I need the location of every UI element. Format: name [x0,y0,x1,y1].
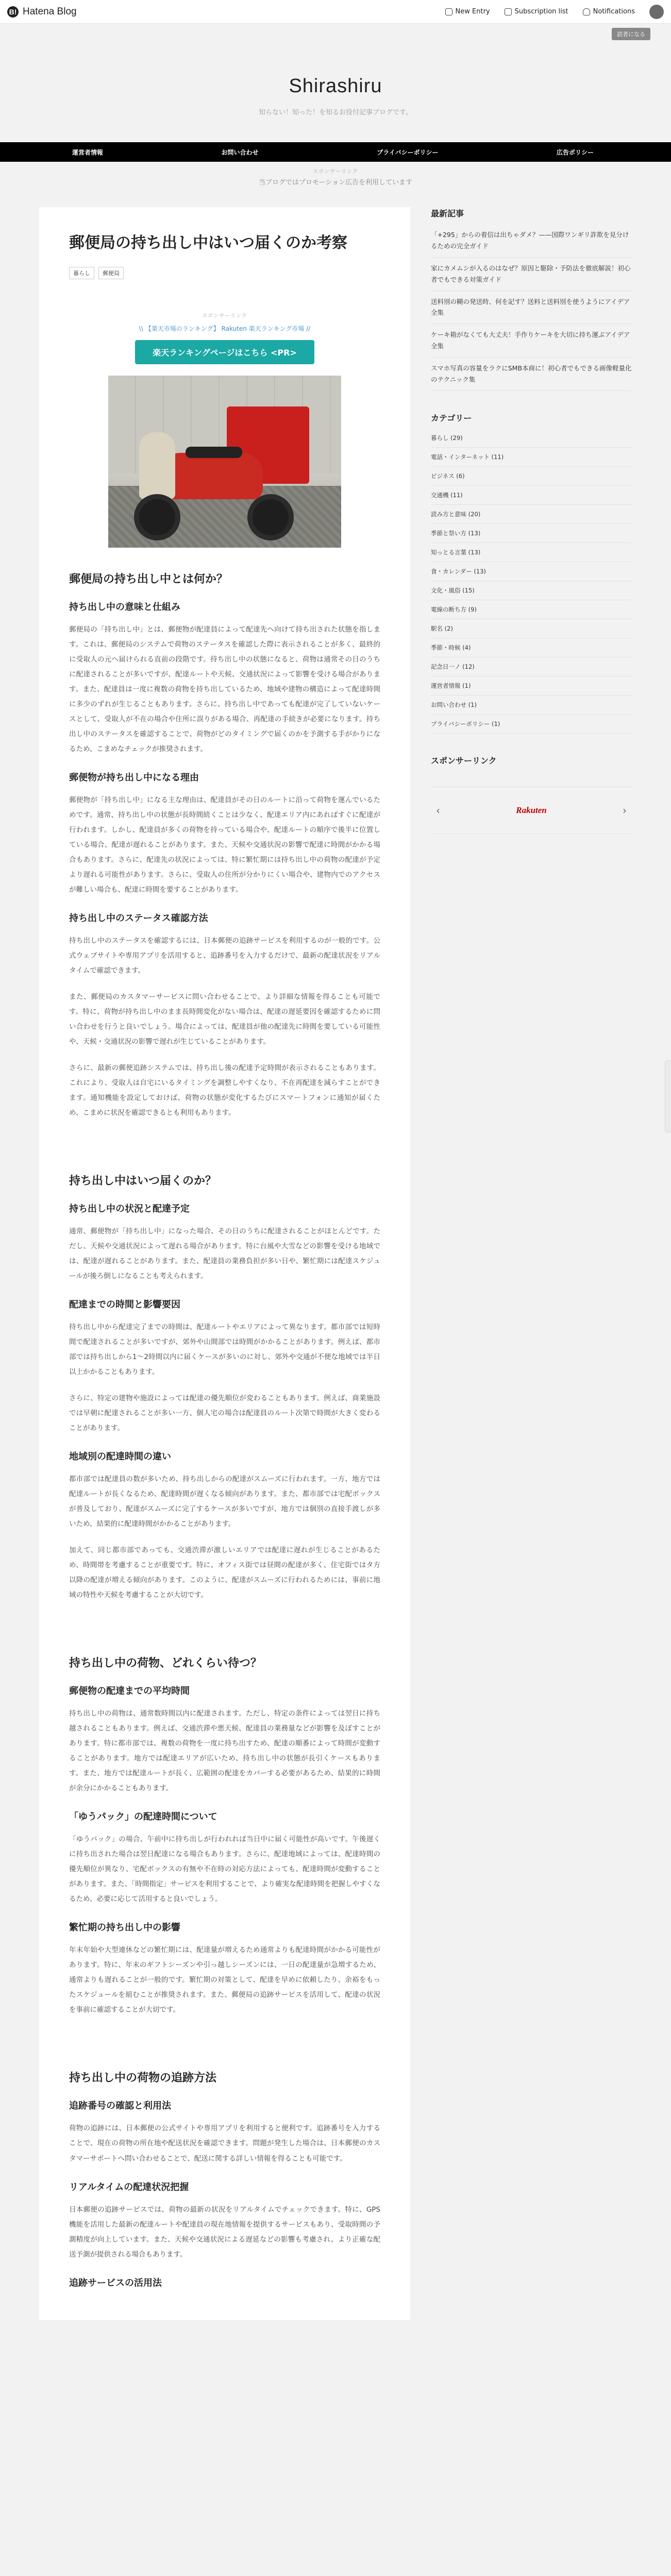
notifications-label: Notifications [593,8,635,15]
category-link[interactable]: 記念日一ノ (12) [431,657,632,676]
subsection-heading: 追跡サービスの活用法 [69,2277,162,2289]
category-link[interactable]: 季節・時候 (4) [431,638,632,657]
category-link[interactable]: 季節と祭い方 (13) [431,524,632,543]
article [39,207,410,2320]
recent-posts-title: 最新記事 [431,209,464,218]
subsection-heading: 持ち出し中の意味と仕組み [69,601,180,613]
paragraph: 日本郵便の追跡サービスでは、荷物の最新の状況をリアルタイムでチェックできます。特に、GPS機能を活用した最新の配達ルートや配達員の現在地情報を提供するサービスもあり、受取時間の予測精度が向上しています。また、天候や交通状況による遅延などの影響も考慮され、より正確な配送予測が提供される場合もあります。 [69,2205,380,2259]
rakuten-ranking-button[interactable]: 楽天ランキングページはこちら <PR> [135,340,314,364]
hero-image-postal-motorbike [108,376,341,548]
list-icon [505,8,512,15]
sidebar-sponsor-title: スポンサーリンク [431,755,497,766]
category-link[interactable]: ビジネス (6) [431,467,632,486]
edge-share-tab[interactable] [665,1060,671,1132]
promo-notice: 当ブログではプロモーション広告を利用しています [259,179,412,187]
section-heading: 持ち出し中の荷物、どれくらい待つ？ [69,1657,262,1670]
nav-item-contact[interactable]: お問い合わせ [221,148,259,156]
paragraph: 都市部では配達員の数が多いため、持ち出しからの配達がスムーズに行われます。一方、地方では配達ルートが長くなるため、配達時間が遅くなる傾向があります。また、都市部では宅配ボックスが普及しており、配達がスムーズに完了するケースが多いですが、地方では個別の直接手渡しが多いため、結果的に配達時間がかかることがあります。 [69,1475,380,1529]
category-link[interactable]: 電話・インターネット (11) [431,448,632,467]
subsection-heading: 郵便物の配達までの平均時間 [69,1686,190,1697]
subsection-heading: 持ち出し中の状況と配達予定 [69,1203,190,1214]
new-entry-label: New Entry [455,8,490,15]
recent-post-link[interactable]: ケーキ箱がなくても大丈夫！手作りケーキを大切に持ち運ぶアイデア全集 [431,324,632,358]
rakuten-rank-text[interactable]: \\ 【楽天市場のランキング】 Rakuten 楽天ランキング市場 // [139,325,311,332]
subsection-heading: 地域別の配達時間の違い [69,1451,171,1463]
paragraph: 通常、郵便物が「持ち出し中」になった場合、その日のうちに配達されることがほとんどです。ただし、天候や交通状況によって遅れる場合があります。特に台風や大雪などの影響を受ける地域では、配達が遅れることがあります。また、配達員の業務負担が多い日や、繁忙期には配達スケジュールが後ろ倒しになることも考えられます。 [69,1227,380,1280]
category-link[interactable]: お問い合わせ (1) [431,696,632,715]
bell-icon [583,8,590,15]
subsection-heading: 配達までの時間と影響要因 [69,1299,180,1310]
paragraph: 郵便局の「持ち出し中」とは、郵便物が配達員によって配達先へ向けて持ち出された状態を指します。これは、郵便局のシステムで荷物のステータスを確認した際に表示されることが多く、最終的に受取人の元へ届けられる直前の段階です。持ち出し中の状態になると、荷物は通常その日のうちに配達されることが多いですが、配達ルートや天候、交通状況によって影響を受ける場合があります。また、配達員は一度に複数の荷物を持ち出しているため、地域や建物の構造によって配達時間に多少のずれが生じることもあります。さらに、持ち出し中であっても配達が完了していないケースとして、受取人が不在の場合や住所に誤りがある場合、再配達の手続きが必要になります。持ち出し中のステータスを確認することで、荷物がどのタイミングで届くのかを予測する手がかりになるため、こまめなチェックが推奨されます。 [69,625,380,753]
paragraph: さらに、最新の郵便追跡システムでは、持ち出し後の配達予定時間が表示されることもあります。これにより、受取人は自宅にいるタイミングを調整しやすくなり、不在再配達を減らすことができます。通知機能を設定しておけば、荷物の状態が変化するたびにスマートフォンに通知が届くため、こまめに状況を確認できるとも利用もあります。 [69,1063,380,1117]
subsection-heading: 「ゆうパック」の配達時間について [69,1811,217,1823]
rakuten-logo[interactable]: Rakuten [516,805,547,815]
category-tag[interactable]: 郵便局 [98,267,124,279]
subscribe-reader-button[interactable]: 読者になる [612,28,650,40]
paragraph: また、郵便局のカスタマーサービスに問い合わせることで、より詳細な情報を得ることも可能です。特に、荷物が持ち出し中のまま長時間変化がない場合は、配達の遅延要因を確認するために問い合わせを行うと良いでしょう。場合によっては、配達員が他の配達先に時間を要している可能性や、天候・交通状況の影響で遅れが生じていることがあります。 [69,992,380,1046]
subscription-list-label: Subscription list [514,8,568,15]
subsection-heading: 繁忙期の持ち出し中の影響 [69,1922,180,1934]
nav-item-operator[interactable]: 運営者情報 [72,148,104,156]
subsection-heading: 郵便物が持ち出し中になる理由 [69,772,199,783]
category-title: カテゴリー [431,413,472,423]
article-body [69,570,380,2289]
paragraph: 「ゆうパック」の場合、午前中に持ち出しが行われれば当日中に届く可能性が高いです。午後遅くに持ち出された場合は翌日配達になる場合もあります。さらに、配達地域によっては、配達時間の優先順位が異なり、宅配ボックスの有無や不在時の対応方法によっても、配達時間が変動することがあります。また、「時間指定」サービスを利用することで、より確実な配達時間を把握しやすくなるため、必要に応じて活用すると良いでしょう。 [69,1835,380,1904]
subsection-heading: リアルタイムの配達状況把握 [69,2181,189,2193]
hatena-top-bar [0,0,671,24]
article-title: 郵便局の持ち出し中はいつ届くのか考察 [69,234,347,252]
paragraph: 持ち出し中の荷物は、通常数時間以内に配達されます。ただし、特定の条件によっては翌日に持ち越されることもあります。例えば、交通渋滞や悪天候、配達員の業務量などが影響を及ぼすことがあります。特に都市部では、複数の荷物を一度に持ち出すため、配達の順番によって時間が変動することがあります。地方では配達エリアが広いため、持ち出し中の状態が長引くケースもあります。また、地方では配達ルートが長く、広範囲の配達をカバーする必要があるため、結果的に時間が余分にかかることもあります。 [69,1709,380,1793]
paragraph: 郵便物が「持ち出し中」になる主な理由は、配達員がその日のルートに沿って荷物を運んでいるためです。通常、持ち出し中の状態が長時間続くことは少なく、配達エリア内にあればすぐに配達が行われます。しかし、配達員が多くの荷物を持っている場合や、配達ルートの順序で後半に位置している場合、配達が遅れることがあります。また、天候や交通状況の影響で配達に時間がかかる場合もあります。さらに、配達先の状況によっては、特に繁忙期には持ち出し中の荷物の配達が予定より遅れる可能性があります。さらに、受取人の住所が分かりにくい場合や、建物内でのアクセスが難しい場合も、配達に時間を要することがあります。 [69,795,380,894]
subscription-list-link[interactable] [505,8,568,15]
category-link[interactable]: 知っとる言葉 (13) [431,543,632,562]
blog-title[interactable]: Shirashiru [289,75,382,97]
pencil-icon [445,8,452,15]
recent-posts [431,207,632,391]
chevron-right-icon[interactable]: › [623,804,627,817]
paragraph: 持ち出し中から配達完了までの時間は、配達ルートやエリアによって異なります。都市部では短時間で配達されることが多いですが、郊外や山間部では時間がかかることがあります。例えば、都市部では持ち出しから1〜2時間以内に届くケースが多いのに対し、郊外や交通が不便な地域では半日以上かかることもあります。 [69,1323,380,1377]
section-heading: 持ち出し中の荷物の追跡方法 [69,2072,217,2085]
category-link[interactable]: 電線の断ち方 (9) [431,600,632,619]
sidebar [431,207,632,2320]
section-heading: 持ち出し中はいつ届くのか？ [69,1174,217,1188]
subsection-heading: 持ち出し中のステータス確認方法 [69,912,208,924]
category-link[interactable]: 食・カレンダー (13) [431,562,632,581]
article-sponsor-label: スポンサーリンク [202,313,247,319]
subsection-heading: 追跡番号の確認と利用法 [69,2100,171,2112]
blog-header [0,44,671,142]
recent-post-link[interactable]: 送料別の糊の発送時、何を記す？送料と送料別を使うようにアイデア全集 [431,291,632,325]
blog-description: 知らない！知った！を知るお役付記事ブログです。 [259,109,412,116]
category-link[interactable]: 交通機 (11) [431,486,632,505]
recent-post-link[interactable]: スマホ写真の容量をラクにSMB本商に！初心者でもできる画像軽量化のテクニック集 [431,358,632,391]
category-list [431,412,632,734]
nav-item-privacy[interactable]: プライバシーポリシー [377,148,439,156]
hatena-logo-text: Hatena Blog [23,6,77,17]
category-link[interactable]: 読み方と意味 (20) [431,505,632,524]
category-link[interactable]: 文化・風俗 (15) [431,581,632,600]
section-heading: 郵便局の持ち出し中とは何か？ [69,572,228,586]
paragraph: 年末年始や大型連休などの繁忙期には、配達量が増えるため通常よりも配達時間がかかる可能性があります。特に、年末のギフトシーズンや引っ越しシーズンには、一日の配達量が急増するため、通常よりも遅れることが一般的です。繁忙期の対策として、配達を早めに依頼したり、余裕をもったスケジュールを組むことが推奨されます。また、郵便局の追跡サービスを活用して、配達の状況を事前に確認することが大切です。 [69,1946,380,2014]
recent-post-link[interactable]: 家にカメムシが入るのはなぜ？原因と駆除・予防法を徹底解説！初心者でもできる対策ガイド [431,258,632,291]
category-link[interactable]: 駅名 (2) [431,619,632,638]
new-entry-link[interactable] [445,8,490,15]
notifications-link[interactable] [583,8,635,15]
hatena-logo-icon: B! [7,6,19,18]
category-link[interactable]: 運営者情報 (1) [431,676,632,696]
paragraph: さらに、特定の建物や施設によっては配達の優先順位が変わることもあります。例えば、商業施設では早朝に配達されることが多い一方、個人宅の場合は配達員のルート次第で時間が大きく変わることがあります。 [69,1394,380,1433]
nav-item-ad-policy[interactable]: 広告ポリシー [556,148,594,156]
paragraph: 荷物の追跡には、日本郵便の公式サイトや専用アプリを利用すると便利です。追跡番号を入力することで、現在の荷物の所在地や配送状況を確認できます。問題が発生した場合は、日本郵便のカスタマーサポートへ問い合わせることで、配送に関する詳しい情報を得ることも可能です。 [69,2124,380,2163]
sidebar-sponsor [431,754,632,834]
promo-sponsor-label: スポンサーリンク [313,169,358,175]
category-link[interactable]: プライバシーポリシー (1) [431,715,632,734]
recent-post-link[interactable]: 「+295」からの着信は出ちゃダメ？——国際ワンギリ詐欺を見分けるための完全ガイド [431,224,632,258]
user-avatar[interactable] [649,5,664,19]
category-link[interactable]: 暮らし (29) [431,429,632,448]
chevron-left-icon[interactable]: ‹ [436,804,440,817]
hatena-logo[interactable] [7,6,77,18]
paragraph: 加えて、同じ都市部であっても、交通渋滞が激しいエリアでは配達に遅れが生じることがあるため、時間帯を考慮することが重要です。特に、オフィス街では昼間の配達が多く、住宅街ではタ方以降の配達が増える傾向があります。このように、配達がスムーズに行われるためには、事前に地域の特性や天候を考慮することが大切です。 [69,1546,380,1600]
global-nav [0,142,671,162]
paragraph: 持ち出し中のステータスを確認するには、日本郵便の追跡サービスを利用するのが一般的です。公式ウェブサイトや専用アプリを活用すると、追跡番号を入力するだけで、最新の配達状況をリアルタイムで確認できます。 [69,936,380,975]
category-tag[interactable]: 暮らし [69,267,94,279]
